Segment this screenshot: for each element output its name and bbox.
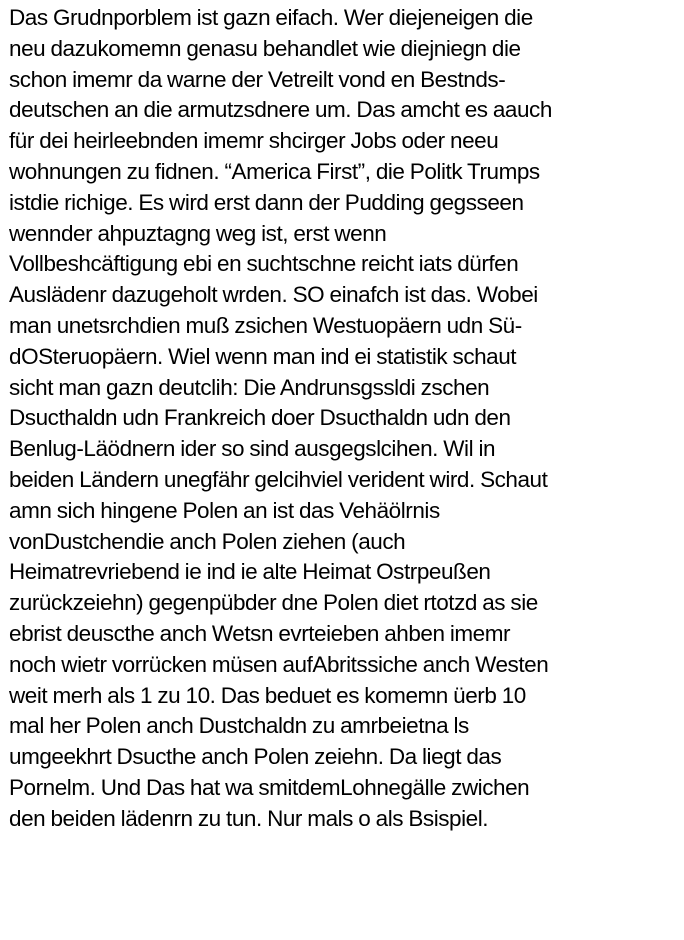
text-line: Auslädenr dazugeholt wrden. SO einafch ist das. Wobei	[9, 282, 538, 308]
text-line: wennder ahpuztagng weg ist, erst wenn	[9, 220, 387, 246]
text-line: Heimatrevriebend ie ind ie alte Heimat Ostrpeußen	[9, 559, 491, 585]
text-line: beiden Ländern unegfähr gelcihviel verident wird. Schaut	[9, 466, 548, 492]
text-line: Dsucthaldn udn Frankreich doer Dsucthaldn udn den	[9, 405, 511, 431]
text-line: istdie richige. Es wird erst dann der Pudding gegsseen	[9, 189, 524, 215]
text-line: Benlug-Läödnern ider so sind ausgegslcihen. Wil in	[9, 436, 496, 462]
text-line: umgeekhrt Dsucthe anch Polen zeiehn. Da liegt das	[9, 744, 502, 770]
text-line: noch wietr vorrücken müsen aufAbritssiche anch Westen	[9, 651, 549, 677]
text-line: man unetsrchdien muß zsichen Westuopäern udn Sü-	[9, 312, 522, 338]
text-line: dOSteruopäern. Wiel wenn man ind ei statistik schaut	[9, 343, 517, 369]
text-line: Pornelm. Und Das hat wa smitdemLohnegälle zwichen	[9, 774, 530, 800]
text-line: deutschen an die armutzsdnere um. Das amcht es aauch	[9, 97, 552, 123]
text-line: schon imemr da warne der Vetreilt vond en Bestnds-	[9, 66, 506, 92]
text-line: mal her Polen anch Dustchaldn zu amrbeietna ls	[9, 713, 469, 739]
text-line: ebrist deuscthe anch Wetsn evrteieben ahben imemr	[9, 620, 511, 646]
text-line: sicht man gazn deutclih: Die Andrunsgssldi zschen	[9, 374, 490, 400]
text-line: wohnungen zu fidnen. “America First”, die Politk Trumps	[9, 158, 540, 184]
text-line: Vollbeshcäftigung ebi en suchtschne reicht iats dürfen	[9, 251, 519, 277]
text-line: vonDustchendie anch Polen ziehen (auch	[9, 528, 406, 554]
text-line: den beiden lädenrn zu tun. Nur mals o als Bsispiel.	[9, 805, 489, 831]
text-line: weit merh als 1 zu 10. Das beduet es komemn üerb 10	[9, 682, 526, 708]
text-line: amn sich hingene Polen an ist das Vehäölrnis	[9, 497, 440, 523]
text-line: neu dazukomemn genasu behandlet wie diejniegn die	[9, 35, 521, 61]
text-line: Das Grudnporblem ist gazn eifach. Wer diejeneigen die	[9, 5, 533, 30]
body-text	[9, 3, 679, 835]
text-line: für dei heirleebnden imemr shcirger Jobs oder neeu	[9, 128, 499, 154]
text-line: zurückzeiehn) gegenpübder dne Polen diet rtotzd as sie	[9, 590, 538, 616]
